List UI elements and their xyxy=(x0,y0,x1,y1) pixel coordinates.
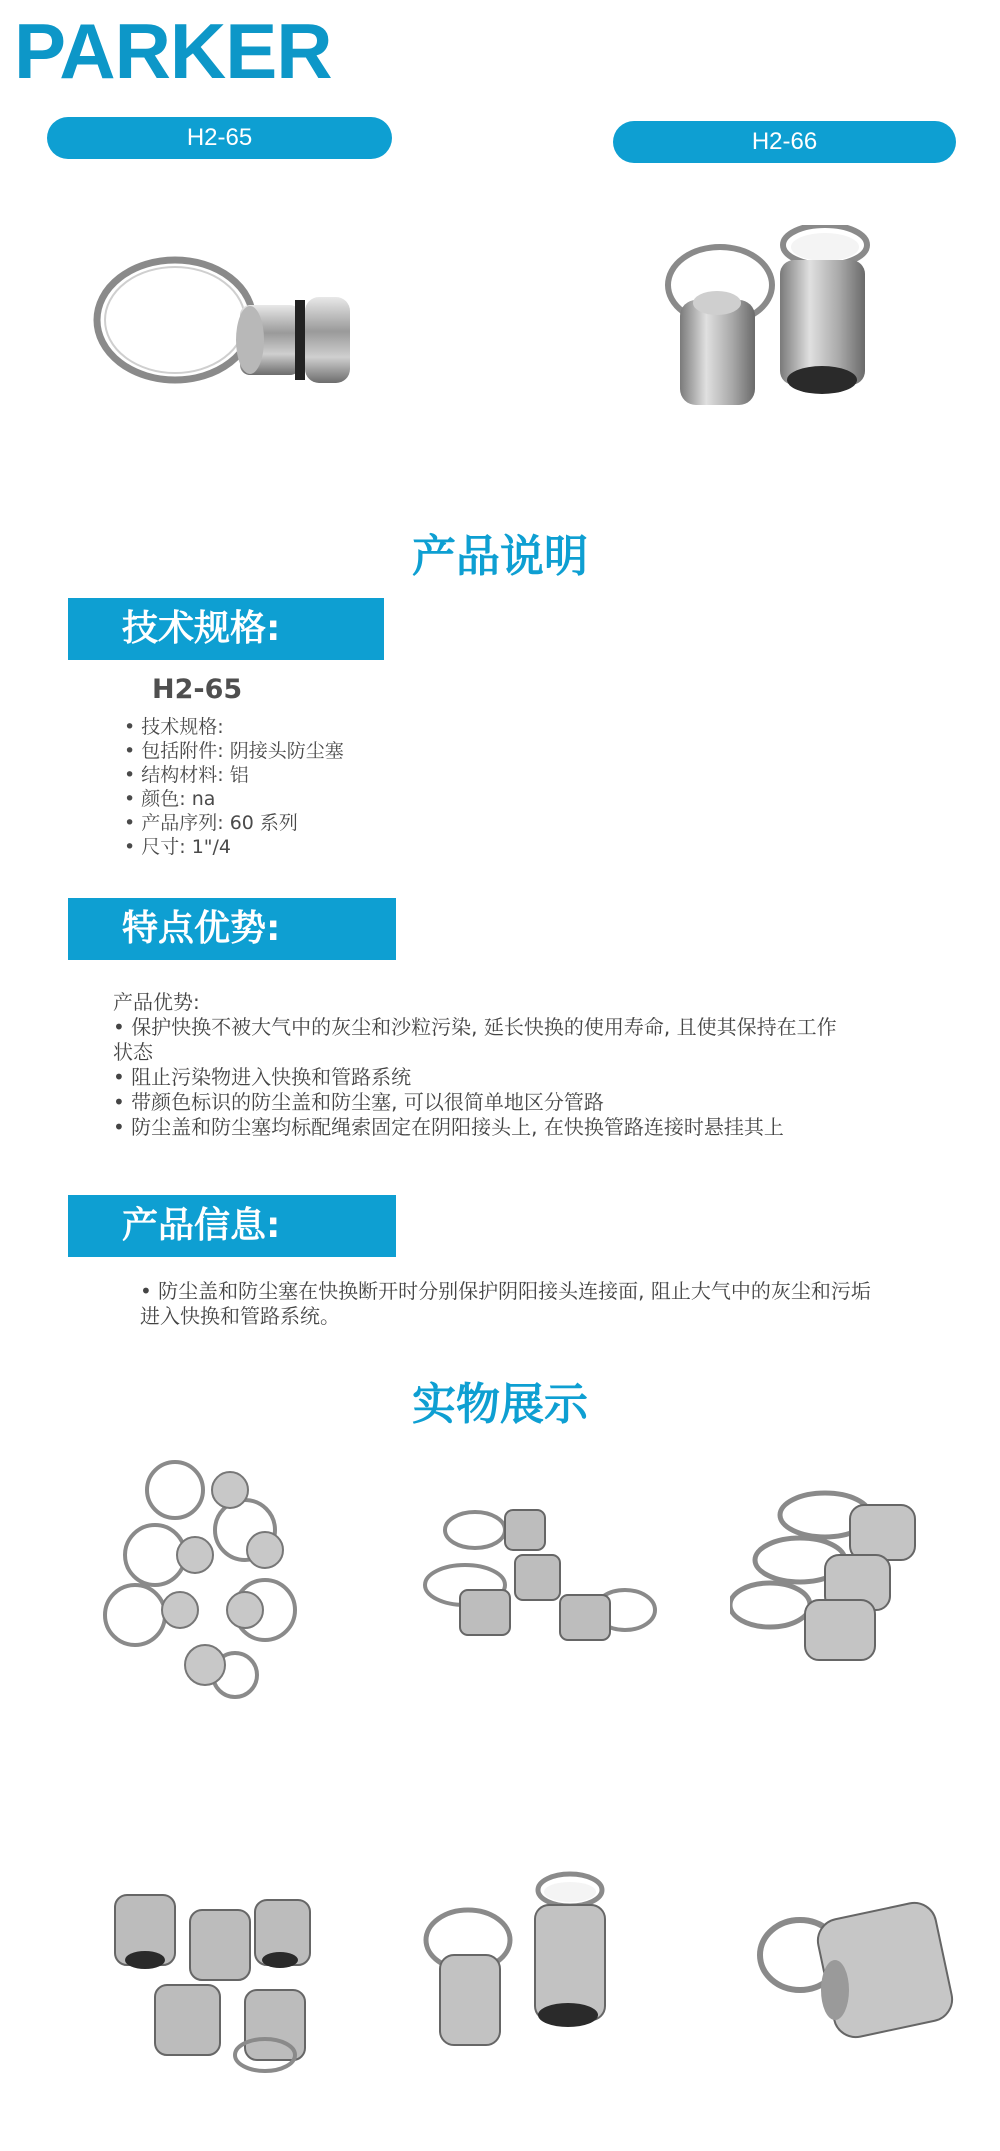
list-item: • 保护快换不被大气中的灰尘和沙粒污染, 延长快换的使用寿命, 且使其保持在工作状态 xyxy=(113,1015,837,1064)
product-image-h2-66 xyxy=(660,225,910,425)
features-heading: 特点优势: xyxy=(68,898,396,960)
gallery-image-2 xyxy=(415,1500,665,1660)
info-text xyxy=(140,1279,880,1329)
features-text xyxy=(113,990,853,1140)
gallery-image-6 xyxy=(755,1895,955,2055)
product-image-h2-65 xyxy=(90,245,380,425)
list-item: • 包括附件: 阴接头防尘塞 xyxy=(124,739,344,763)
list-item: • 产品序列: 60 系列 xyxy=(124,811,344,835)
gallery-image-1 xyxy=(95,1460,325,1700)
specs-list xyxy=(124,715,344,859)
brand-logo: PARKER xyxy=(14,7,332,95)
info-heading: 产品信息: xyxy=(68,1195,396,1257)
list-item: • 结构材料: 铝 xyxy=(124,763,344,787)
list-item: • 颜色: na xyxy=(124,787,344,811)
specs-heading: 技术规格: xyxy=(68,598,384,660)
list-item: • 尺寸: 1"/4 xyxy=(124,835,344,859)
list-item: • 防尘盖和防尘塞均标配绳索固定在阴阳接头上, 在快换管路连接时悬挂其上 xyxy=(113,1115,784,1139)
gallery-image-3 xyxy=(730,1485,940,1675)
section-title-showcase: 实物展示 xyxy=(412,1379,588,1430)
model-pill-right: H2-66 xyxy=(613,121,956,163)
list-item: • 阻止污染物进入快换和管路系统 xyxy=(113,1065,412,1089)
features-intro: 产品优势: xyxy=(113,990,200,1014)
section-title-description: 产品说明 xyxy=(412,531,588,582)
gallery-image-4 xyxy=(105,1880,315,2080)
list-item: • 技术规格: xyxy=(124,715,344,739)
specs-model: H2-65 xyxy=(152,674,243,705)
list-item: • 带颜色标识的防尘盖和防尘塞, 可以很简单地区分管路 xyxy=(113,1090,604,1114)
list-item: • 防尘盖和防尘塞在快换断开时分别保护阴阳接头连接面, 阻止大气中的灰尘和污垢进入快换和管路系统。 xyxy=(140,1279,871,1328)
model-pill-left: H2-65 xyxy=(47,117,392,159)
gallery-image-5 xyxy=(420,1870,620,2060)
